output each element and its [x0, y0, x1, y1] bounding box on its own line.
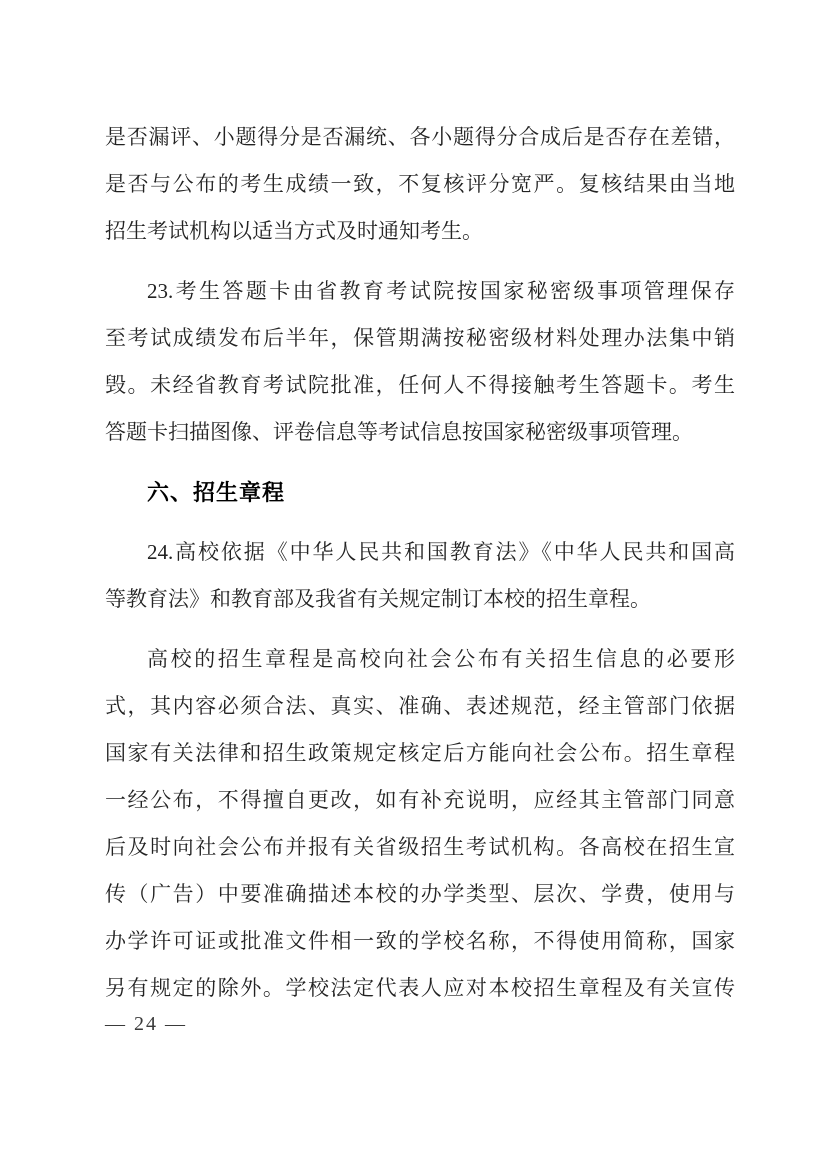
text-line: 答题卡扫描图像、评卷信息等考试信息按国家秘密级事项管理。 [105, 420, 693, 444]
document-paragraph [105, 268, 735, 456]
text-line: 等教育法》和教育部及我省有关规定制订本校的招生章程。 [105, 587, 651, 611]
text-line: 23.考生答题卡由省教育考试院按国家秘密级事项管理保存 [147, 279, 735, 303]
document-body [105, 114, 735, 1012]
page-number: — 24 — [105, 1013, 187, 1035]
text-line: 式，其内容必须合法、真实、准确、表述规范，经主管部门依据 [105, 694, 735, 718]
text-line: 至考试成绩发布后半年，保管期满按秘密级材料处理办法集中销 [105, 326, 735, 350]
text-line: 24.高校依据《中华人民共和国教育法》《中华人民共和国高 [147, 540, 735, 564]
text-line: 后及时向社会公布并报有关省级招生考试机构。各高校在招生宣 [105, 835, 735, 859]
document-paragraph [105, 114, 735, 255]
document-paragraph [105, 529, 735, 623]
text-line: 传（广告）中要准确描述本校的办学类型、层次、学费，使用与 [105, 882, 735, 906]
text-line: 招生考试机构以适当方式及时通知考生。 [105, 219, 483, 243]
text-line: 另有规定的除外。学校法定代表人应对本校招生章程及有关宣传 [105, 976, 735, 1000]
document-paragraph [105, 636, 735, 1012]
text-line: 毁。未经省教育考试院批准，任何人不得接触考生答题卡。考生 [105, 373, 735, 397]
section-heading: 六、招生章程 [147, 480, 286, 505]
text-line: 高校的招生章程是高校向社会公布有关招生信息的必要形 [147, 647, 735, 671]
text-line: 一经公布，不得擅自更改，如有补充说明，应经其主管部门同意 [105, 788, 735, 812]
text-line: 国家有关法律和招生政策规定核定后方能向社会公布。招生章程 [105, 741, 735, 765]
text-line: 是否漏评、小题得分是否漏统、各小题得分合成后是否存在差错， [105, 125, 735, 149]
text-line: 办学许可证或批准文件相一致的学校名称，不得使用简称，国家 [105, 929, 735, 953]
text-line: 是否与公布的考生成绩一致，不复核评分宽严。复核结果由当地 [105, 172, 735, 196]
